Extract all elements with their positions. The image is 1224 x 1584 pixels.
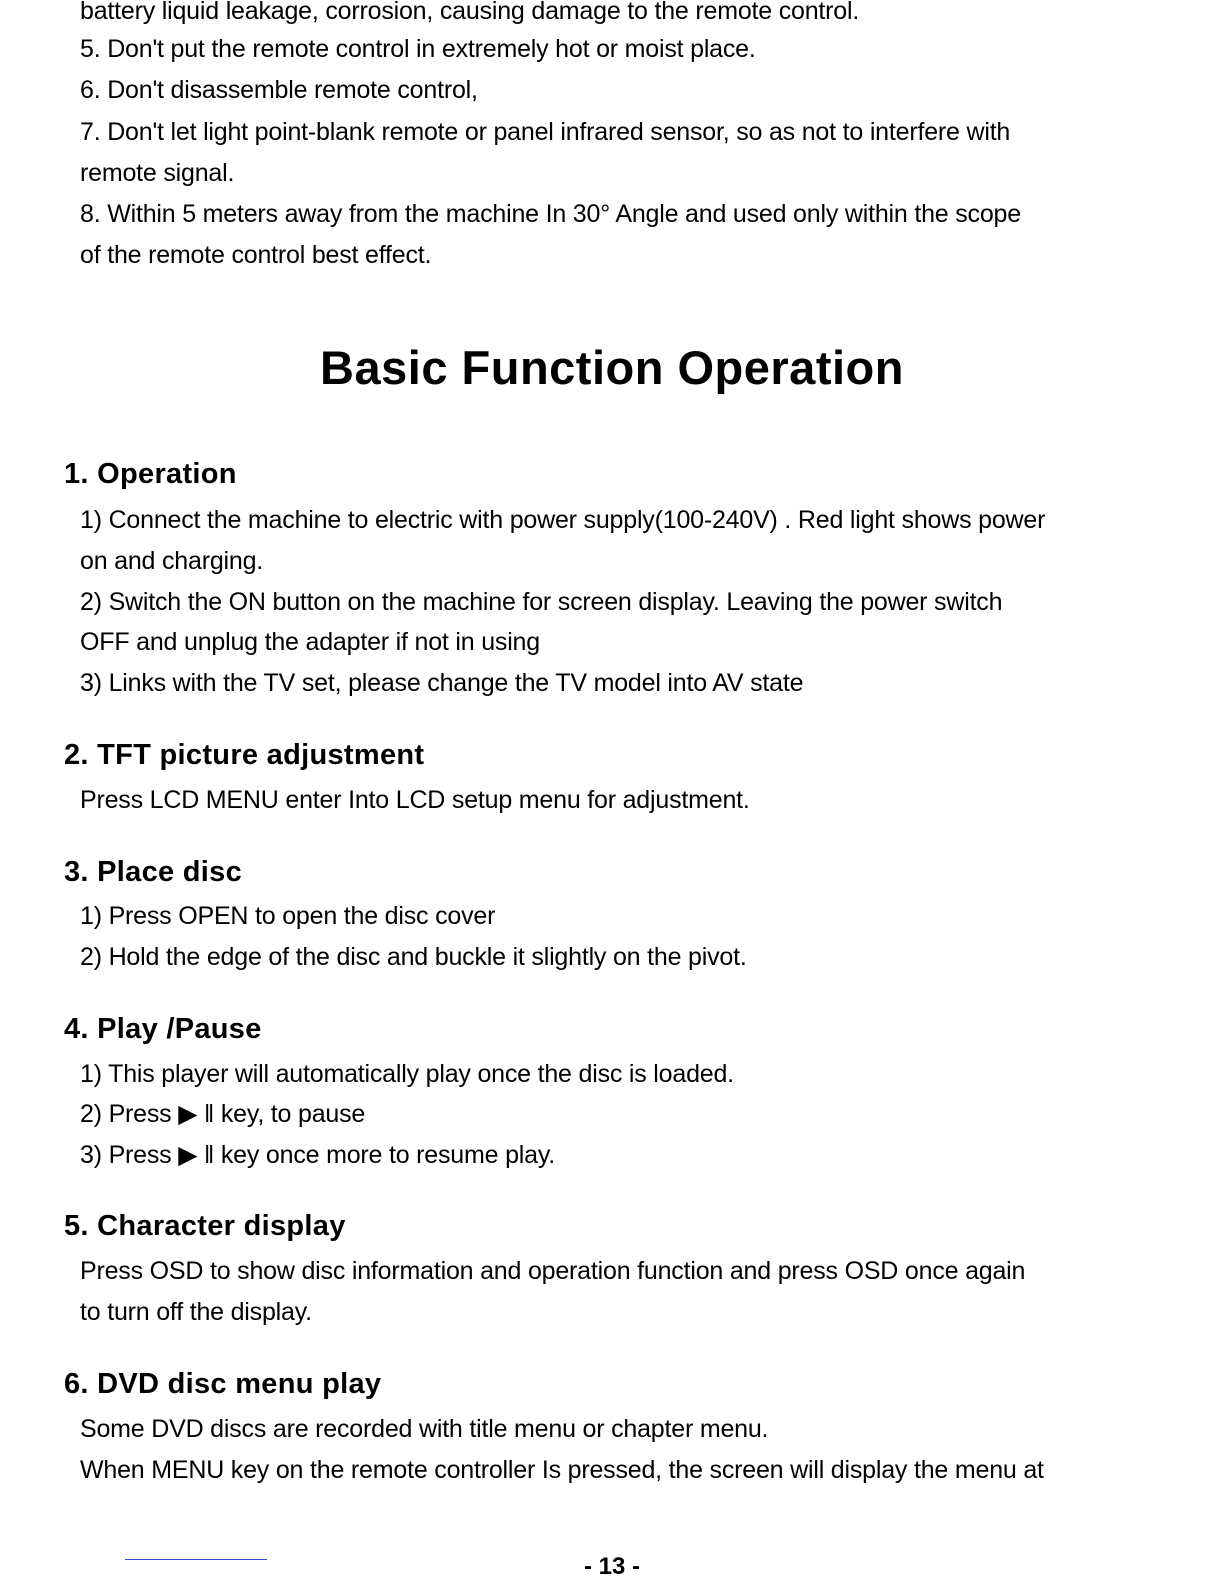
play-line-2: 2) Press ▶ ‖ key, to pause bbox=[80, 1100, 366, 1128]
character-line-1: Press OSD to show disc information and operation function and press OSD once again bbox=[80, 1257, 1026, 1285]
section-heading-operation: 1. Operation bbox=[64, 458, 237, 490]
play-line-3: 3) Press ▶ ‖ key once more to resume play. bbox=[80, 1141, 556, 1169]
operation-line-1: 1) Connect the machine to electric with power supply(100-240V) . Red light shows power bbox=[80, 506, 1046, 534]
page-number: - 13 - bbox=[583, 1553, 640, 1580]
intro-line-7: of the remote control best effect. bbox=[80, 241, 432, 269]
intro-line-2: 5. Don't put the remote control in extremely hot or moist place. bbox=[80, 35, 756, 63]
disc-line-1: 1) Press OPEN to open the disc cover bbox=[80, 902, 496, 930]
intro-line-1: battery liquid leakage, corrosion, causing damage to the remote control. bbox=[80, 0, 860, 25]
intro-line-5: remote signal. bbox=[80, 159, 235, 187]
intro-line-6: 8. Within 5 meters away from the machine In 30° Angle and used only within the scope bbox=[80, 200, 1021, 228]
section-heading-disc: 3. Place disc bbox=[64, 856, 243, 888]
character-line-2: to turn off the display. bbox=[80, 1298, 312, 1326]
page-title: Basic Function Operation bbox=[320, 341, 904, 394]
operation-line-3: 2) Switch the ON button on the machine for screen display. Leaving the power switch bbox=[80, 588, 1003, 616]
intro-line-3: 6. Don't disassemble remote control, bbox=[80, 76, 478, 104]
section-heading-dvd: 6. DVD disc menu play bbox=[64, 1368, 382, 1400]
dvd-line-1: Some DVD discs are recorded with title menu or chapter menu. bbox=[80, 1415, 769, 1443]
tft-line-1: Press LCD MENU enter Into LCD setup menu for adjustment. bbox=[80, 786, 750, 814]
dvd-line-2: When MENU key on the remote controller Is pressed, the screen will display the menu at bbox=[80, 1456, 1044, 1484]
operation-line-2: on and charging. bbox=[80, 547, 264, 575]
section-heading-character: 5. Character display bbox=[64, 1210, 346, 1242]
section-heading-tft: 2. TFT picture adjustment bbox=[64, 739, 425, 771]
section-heading-play: 4. Play /Pause bbox=[64, 1013, 262, 1045]
footer-rule bbox=[125, 1559, 267, 1560]
disc-line-2: 2) Hold the edge of the disc and buckle it slightly on the pivot. bbox=[80, 943, 747, 971]
intro-line-4: 7. Don't let light point-blank remote or panel infrared sensor, so as not to interfere with bbox=[80, 118, 1011, 146]
operation-line-5: 3) Links with the TV set, please change the TV model into AV state bbox=[80, 669, 804, 697]
play-line-1: 1) This player will automatically play once the disc is loaded. bbox=[80, 1060, 734, 1088]
operation-line-4: OFF and unplug the adapter if not in using bbox=[80, 628, 540, 656]
